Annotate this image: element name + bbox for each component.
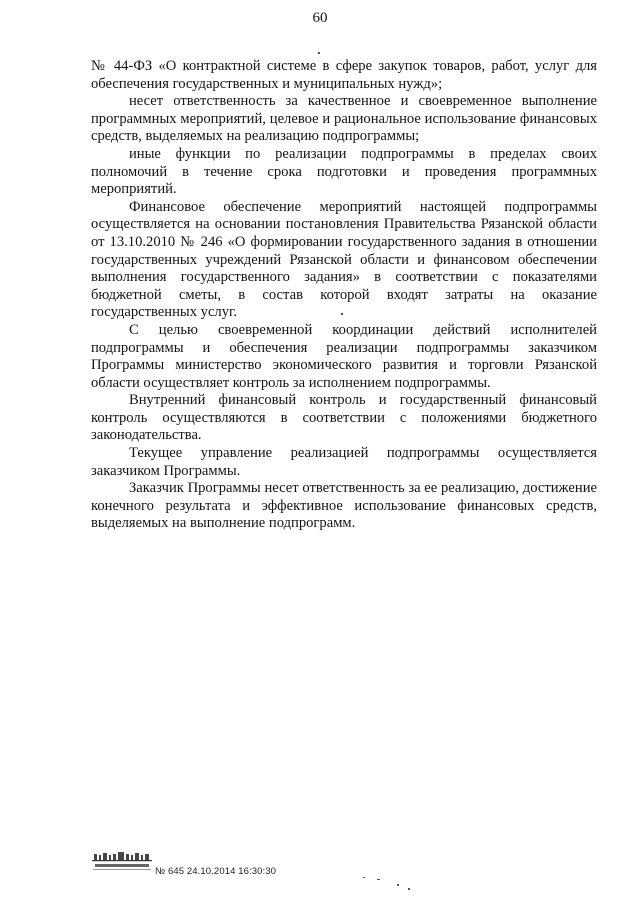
paragraph-responsibility: несет ответственность за качественное и своевременное выполнение программных мероприятий, целевое и рациональное использование финансовых средств, выделяемых на реализацию подпрограммы; [91,93,597,145]
scan-dot-6 [408,888,410,890]
scan-dot-4 [377,879,380,880]
scan-dot-1 [318,52,320,54]
page-number: 60 [312,10,328,26]
scan-dot-5 [397,884,399,886]
document-body [91,58,597,533]
paragraph-customer-responsibility: Заказчик Программы несет ответственность за ее реализацию, достижение конечного результата и эффективное использование финансовых средств, выделяемых на выполнение подпрограмм. [91,480,597,532]
paragraph-current-management: Текущее управление реализацией подпрограммы осуществляется заказчиком Программы. [91,445,597,479]
paragraph-law-reference: № 44-ФЗ «О контрактной системе в сфере закупок товаров, работ, услуг для обеспечения государственных и муниципальных нужд»; [91,58,597,92]
registration-stamp: № 645 24.10.2014 16:30:30 [155,866,276,877]
paragraph-coordination: С целью своевременной координации действий исполнителей подпрограммы и обеспечения реализации подпрограммы заказчиком Программы министерство экономического развития и торговли Рязанской области осуществляет контроль за исполнением подпрограммы. [91,321,597,391]
paragraph-other-functions: иные функции по реализации подпрограммы в пределах своих полномочий в течение срока подготовки и проведения программных мероприятий. [91,145,597,198]
scan-dot-2 [341,313,343,315]
paragraph-financing: Финансовое обеспечение мероприятий настоящей подпрограммы осуществляется на основании постановления Правительства Рязанской области от 13.10.2010 № 246 «О формировании государственного задания в отношении государственных учреждений Рязанской области и финансовом обеспечении выполнения государственного задания» в соответствии с показателями бюджетной сметы, в состав которой входят затраты на оказание государственных услуг. [91,198,597,321]
paragraph-financial-control: Внутренний финансовый контроль и государственный финансовый контроль осуществляются в соответствии с положениями бюджетного законодательства. [91,392,597,444]
scan-dot-3 [363,877,365,878]
registry-logo-icon [91,851,153,873]
